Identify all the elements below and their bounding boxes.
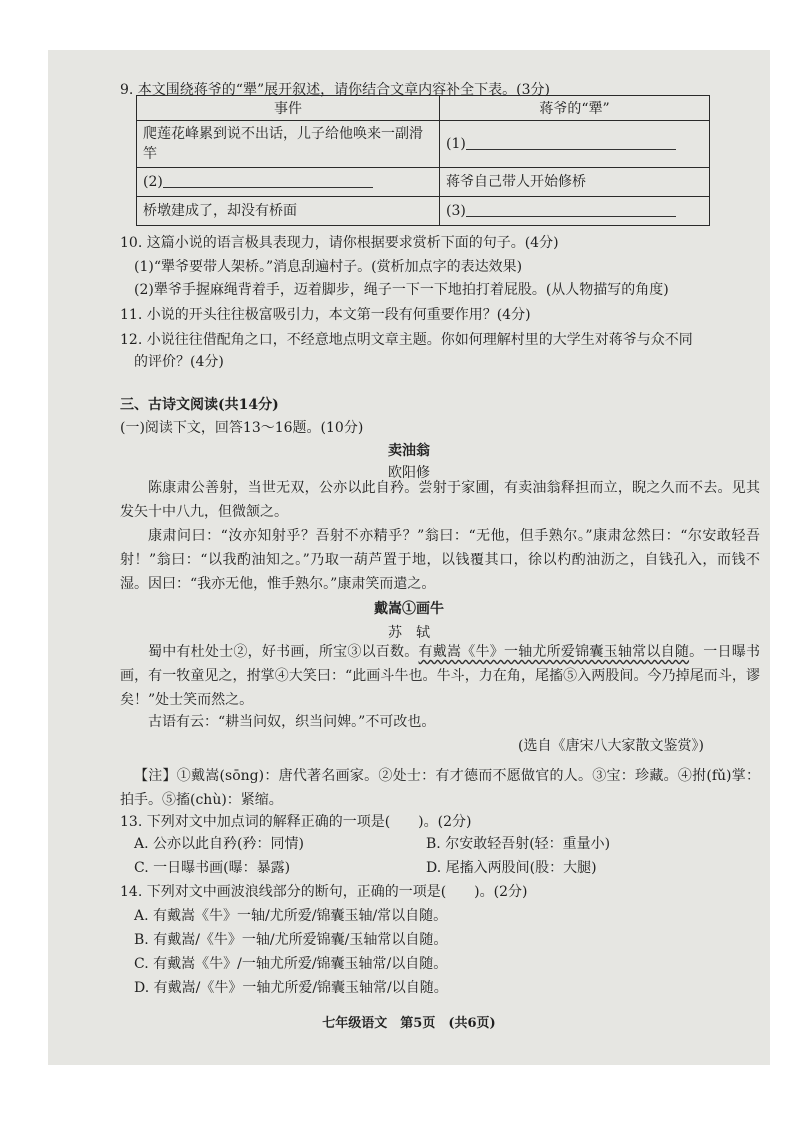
question-10-2: (2)犟爷手握麻绳背着手，迈着脚步，绳子一下一下地拍打着屁股。(从人物描写的角度) (134, 282, 669, 298)
question-10: 10. 这篇小说的语言极具表现力，请你根据要求赏析下面的句子。(4分) (120, 235, 559, 251)
answer-blank[interactable] (466, 202, 676, 217)
question-9: 9. 本文围绕蒋爷的“犟”展开叙述，请你结合文章内容补全下表。(3分) (120, 82, 550, 98)
option-a[interactable]: A. 公亦以此自矜(矜：同情) (134, 836, 304, 852)
option-a[interactable]: A. 有戴嵩《牛》一轴/尤所爱/锦囊玉轴/常以自随。 (134, 908, 448, 924)
subsection-heading: (一)阅读下文，回答13～16题。(10分) (120, 420, 364, 436)
answer-blank[interactable] (466, 135, 676, 150)
passage1-para1: 陈康肃公善射，当世无双，公亦以此自矜。尝射于家圃，有卖油翁释担而立，睨之久而不去。见其发矢十中八九，但微颔之。 (120, 480, 760, 520)
table-cell: 爬莲花峰累到说不出话，儿子给他唤来一副滑竿 (137, 121, 440, 168)
table-cell: 蒋爷自己带人开始修桥 (440, 168, 710, 197)
question-12-cont: 的评价？(4分) (134, 354, 224, 370)
question-12: 12. 小说往往借配角之口，不经意地点明文章主题。你如何理解村里的大学生对蒋爷与众不同 (120, 332, 693, 348)
table-header-event: 事件 (137, 96, 440, 121)
question-10-1: (1)“犟爷要带人架桥。”消息刮遍村子。(赏析加点字的表达效果) (134, 259, 523, 275)
option-c[interactable]: C. 有戴嵩《牛》/一轴尤所爱/锦囊玉轴常/以自随。 (134, 956, 448, 972)
answer-blank[interactable] (163, 173, 373, 188)
question-13: 13. 下列对文中加点词的解释正确的一项是( )。(2分) (120, 814, 472, 830)
option-c[interactable]: C. 一日曝书画(曝：暴露) (134, 860, 291, 876)
table-cell: (3) (440, 197, 710, 226)
source-note: (选自《唐宋八大家散文鉴赏》) (518, 738, 704, 754)
passage2-para2: 古语有云：“耕当问奴，织当问婢。”不可改也。 (148, 714, 436, 730)
passage2-para1: 蜀中有杜处士②，好书画，所宝③以百数。有戴嵩《牛》一轴尤所爱锦囊玉轴常以自随。一日曝书画，有一牧童见之，拊掌④大笑曰：“此画斗牛也。牛斗，力在角，尾搐⑤入两股间。今乃掉尾而斗，谬矣！”处士笑而然之。 (120, 644, 761, 708)
events-table (136, 95, 710, 226)
passage2-title: 戴嵩①画牛 (374, 601, 444, 617)
exam-page (48, 50, 770, 1065)
option-d[interactable]: D. 尾搐入两股间(股：大腿) (426, 860, 597, 876)
passage1-title: 卖油翁 (388, 443, 430, 459)
page-footer: 七年级语文 第5页 (共6页) (322, 1016, 496, 1031)
table-cell: (2) (137, 168, 440, 197)
question-14: 14. 下列对文中画波浪线部分的断句，正确的一项是( )。(2分) (120, 884, 528, 900)
option-b[interactable]: B. 尔安敢轻吾射(轻：重量小) (426, 836, 611, 852)
table-header-cui: 蒋爷的“犟” (440, 96, 710, 121)
passage1-para2: 康肃问曰：“汝亦知射乎？吾射不亦精乎？”翁曰：“无他，但手熟尔。”康肃忿然曰：“尔安敢轻吾射！”翁曰：“以我酌油知之。”乃取一葫芦置于地，以钱覆其口，徐以杓酌油沥之，自钱孔入，而钱不湿。因曰：“我亦无他，惟手熟尔。”康肃笑而遣之。 (120, 528, 760, 592)
question-11: 11. 小说的开头往往极富吸引力，本文第一段有何重要作用？(4分) (120, 307, 531, 323)
section-heading: 三、古诗文阅读(共14分) (120, 397, 279, 413)
option-d[interactable]: D. 有戴嵩/《牛》一轴尤所爱/锦囊玉轴常/以自随。 (134, 980, 448, 996)
notes: 【注】①戴嵩(sōng)：唐代著名画家。②处士：有才德而不愿做官的人。③宝：珍藏。④拊(fǔ)掌：拍手。⑤搐(chù)：紧缩。 (120, 768, 760, 808)
option-b[interactable]: B. 有戴嵩/《牛》一轴/尤所爱锦囊/玉轴常以自随。 (134, 932, 448, 948)
wavy-underlined-text: 有戴嵩《牛》一轴尤所爱锦囊玉轴常以自随 (418, 644, 690, 660)
passage1-author: 欧阳修 (388, 465, 430, 481)
table-cell: (1) (440, 121, 710, 168)
table-cell: 桥墩建成了，却没有桥面 (137, 197, 440, 226)
passage2-author: 苏 轼 (388, 625, 430, 641)
